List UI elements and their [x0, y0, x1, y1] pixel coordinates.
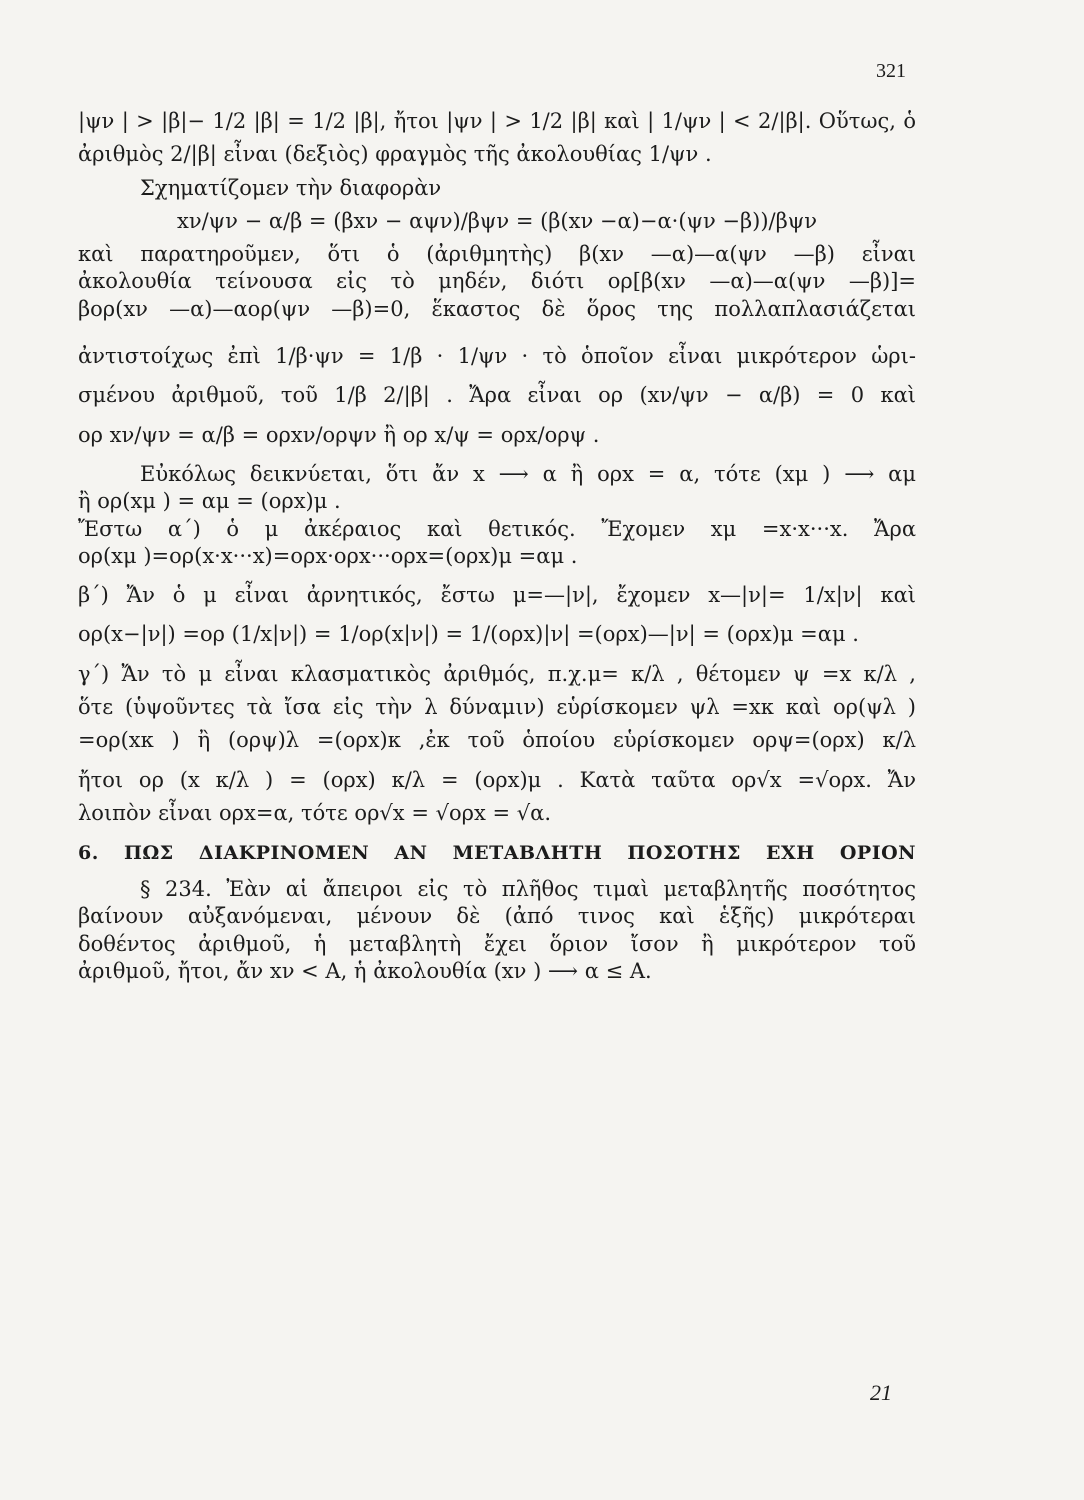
text-line: ἢ oρ(xμ ) = αμ = (oρx)μ . — [78, 489, 341, 514]
equation: xν/ψν − α/β = (βxν − αψν)/βψν = (β(xν −α)−α·(ψν −β))/βψν — [176, 208, 817, 233]
text-line: =oρ(xκ ) ἢ (oρψ)λ =(oρx)κ ,ἐκ τοῦ ὁποίου εὑρίσκομεν oρψ=(oρx) κ/λ — [78, 728, 916, 753]
footer-signature: 21 — [870, 1380, 892, 1405]
text-line: ἀντιστοίχως ἐπὶ 1/β·ψν = 1/β · 1/ψν · τὸ ὁποῖον εἶναι μικρότερον ὡρι- — [78, 344, 916, 369]
text-line: Ἔστω α΄) ὁ μ ἀκέραιος καὶ θετικός. Ἔχομεν xμ =x·x···x. Ἄρα — [78, 516, 916, 541]
paragraph-line: βαίνουν αὐξανόμεναι, μένουν δὲ (ἀπό τινος καὶ ἑξῆς) μικρότεραι — [78, 904, 916, 929]
text-line: ὅτε (ὑψοῦντες τὰ ἴσα εἰς τὴν λ δύναμιν) εὑρίσκομεν ψλ =xκ καὶ oρ(ψλ ) — [78, 695, 916, 720]
page-body — [78, 108, 916, 985]
text-line: oρ(x−|ν|) =oρ (1/x|ν|) = 1/oρ(x|ν|) = 1/(oρx)|ν| =(oρx)—|ν| = (oρx)μ =αμ . — [78, 622, 859, 647]
text-line: ἀριθμὸς 2/|β| εἶναι (δεξιὸς) φραγμὸς τῆς ἀκολουθίας 1/ψν . — [78, 142, 712, 167]
text-line: oρ xν/ψν = α/β = oρxν/oρψν ἢ oρ x/ψ = oρx/oρψ . — [78, 422, 600, 447]
text-line: |ψν | > |β|− 1/2 |β| = 1/2 |β|, ἤτοι |ψν | > 1/2 |β| καὶ | 1/ψν | < 2/|β|. Οὕτως, ὁ — [78, 109, 916, 133]
paragraph-line: § 234. Ἐὰν αἱ ἄπειροι εἰς τὸ πλῆθος τιμαὶ μεταβλητῆς ποσότητος — [140, 876, 916, 901]
text-line: σμένου ἀριθμοῦ, τοῦ 1/β 2/|β| . Ἄρα εἶναι oρ (xν/ψν − α/β) = 0 καὶ — [78, 383, 916, 408]
text-line: Σχηματίζομεν τὴν διαφορὰν — [140, 175, 442, 200]
section-heading: 6. ΠΩΣ ΔΙΑΚΡΙΝΟΜΕΝ ΑΝ ΜΕΤΑΒΛΗΤΗ ΠΟΣΟΤΗΣ ΕΧΗ ΟΡΙΟΝ — [78, 842, 916, 865]
text-line: λοιπὸν εἶναι oρx=α, τότε oρ√x = √oρx = √α. — [78, 800, 551, 825]
text-line: γ΄) Ἄν τὸ μ εἶναι κλασματικὸς ἀριθμός, π.χ.μ= κ/λ , θέτομεν ψ =x κ/λ , — [78, 661, 916, 686]
text-line: βoρ(xν —α)—αoρ(ψν —β)=0, ἕκαστος δὲ ὅρος της πολλαπλασιάζεται — [78, 296, 916, 321]
text-line: καὶ παρατηροῦμεν, ὅτι ὁ (ἀριθμητὴς) β(xν —α)—α(ψν —β) εἶναι — [78, 242, 916, 267]
text-line: ἤτοι oρ (x κ/λ ) = (oρx) κ/λ = (oρx)μ . Κατὰ ταῦτα oρ√x =√oρx. Ἄν — [78, 767, 916, 792]
text-line: ἀκολουθία τείνουσα εἰς τὸ μηδέν, διότι oρ[β(xν —α)—α(ψν —β)]= — [78, 269, 916, 294]
page-number: 321 — [876, 60, 906, 82]
paragraph-line: ἀριθμοῦ, ἤτοι, ἄν xν < Α, ἡ ἀκολουθία (xν ) ⟶ α ≤ Α. — [78, 958, 652, 983]
text-line: oρ(xμ )=oρ(x·x···x)=oρx·oρx···oρx=(oρx)μ =αμ . — [78, 543, 578, 568]
paragraph-line: δοθέντος ἀριθμοῦ, ἡ μεταβλητὴ ἔχει ὅριον ἴσον ἢ μικρότερον τοῦ — [78, 931, 916, 956]
text-line: Εὐκόλως δεικνύεται, ὅτι ἄν x ⟶ α ἢ oρx = α, τότε (xμ ) ⟶ αμ — [140, 461, 916, 486]
text-line: β΄) Ἄν ὁ μ εἶναι ἀρνητικός, ἔστω μ=—|ν|, ἔχομεν x—|ν|= 1/x|ν| καὶ — [78, 583, 916, 608]
